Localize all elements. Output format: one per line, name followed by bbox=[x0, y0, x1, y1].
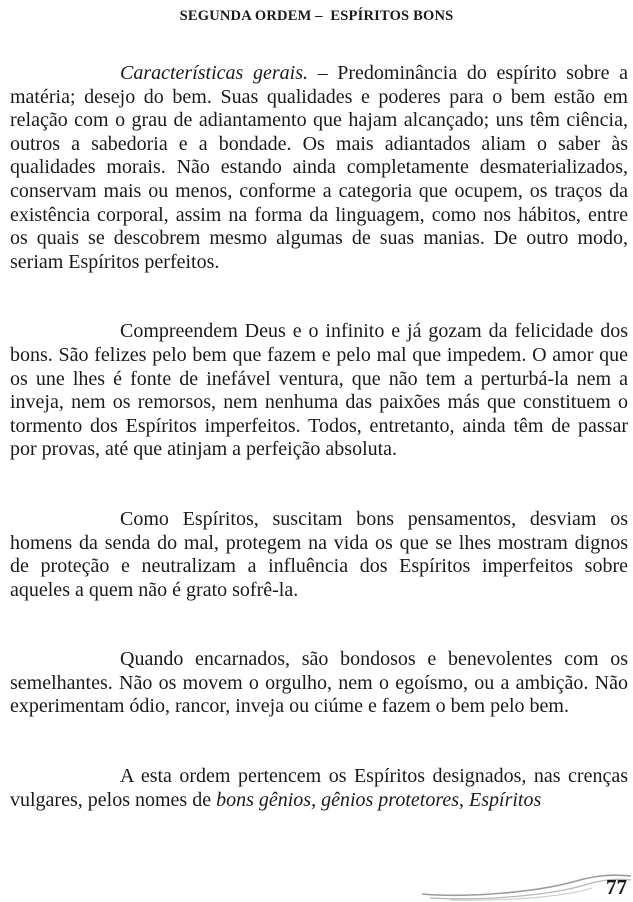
paragraph-happiness bbox=[10, 320, 628, 462]
paragraph-text: Compreendem Deus e o infinito e já gozam da felicidade dos bons. São felizes pelo bem que fazem e pelo mal que impedem. O amor que os une lhes é fonte de inefável ventura, que não tem a perturbá-la nem a inveja, nem os remorsos, nem nenhuma das paixões más que constituem o tormento dos Espíritos imperfeitos. Todos, entretanto, ainda têm de passar por provas, até que atinjam a perfeição absoluta. bbox=[10, 320, 628, 461]
page-body bbox=[10, 62, 628, 858]
page-number: 77 bbox=[606, 875, 627, 899]
paragraph-text: A esta ordem pertencem os Espíritos designados, nas crenças vulgares, pelos nomes de bbox=[10, 765, 628, 811]
running-header: SEGUNDA ORDEM – ESPÍRITOS BONS bbox=[179, 8, 454, 24]
paragraph-general-characteristics bbox=[10, 62, 628, 274]
paragraph-when-incarnated bbox=[10, 648, 628, 719]
paragraph-text: Quando encarnados, são bondosos e benevolentes com os semelhantes. Não os movem o orgulho, nem o egoísmo, ou a ambição. Não experimentam ódio, rancor, inveja ou ciúme e fazem o bem pelo bem. bbox=[10, 648, 628, 718]
paragraph-this-order bbox=[10, 765, 628, 812]
paragraph-trailing-italic: bons gênios, gênios protetores, Espíritos bbox=[216, 788, 542, 811]
paragraph-text: Como Espíritos, suscitam bons pensamentos, desviam os homens da senda do mal, protegem na vida os que se lhes mostram dignos de proteção e neutralizam a influência dos Espíritos imperfeitos sobre aqueles a quem não é grato sofrê-la. bbox=[10, 507, 628, 601]
paragraph-as-spirits bbox=[10, 508, 628, 602]
decorative-swoosh-icon bbox=[420, 868, 633, 902]
paragraph-text: – Predominância do espírito sobre a matéria; desejo do bem. Suas qualidades e poderes para o bem estão em relação com o grau de adiantamento que hajam alcançado; uns têm ciência, outros a sabedoria e a bondade. Os mais adiantados aliam o saber às qualidades morais. Não estando ainda completamente desmaterializados, conservam mais ou menos, conforme a categoria que ocupem, os traços da existência corporal, assim na forma da linguagem, como nos hábitos, entre os quais se descobrem mesmo algumas de suas manias. De outro modo, seriam Espíritos perfeitos. bbox=[10, 62, 628, 273]
page-footer bbox=[420, 868, 633, 902]
paragraph-lead-italic: Características gerais. bbox=[120, 62, 308, 84]
